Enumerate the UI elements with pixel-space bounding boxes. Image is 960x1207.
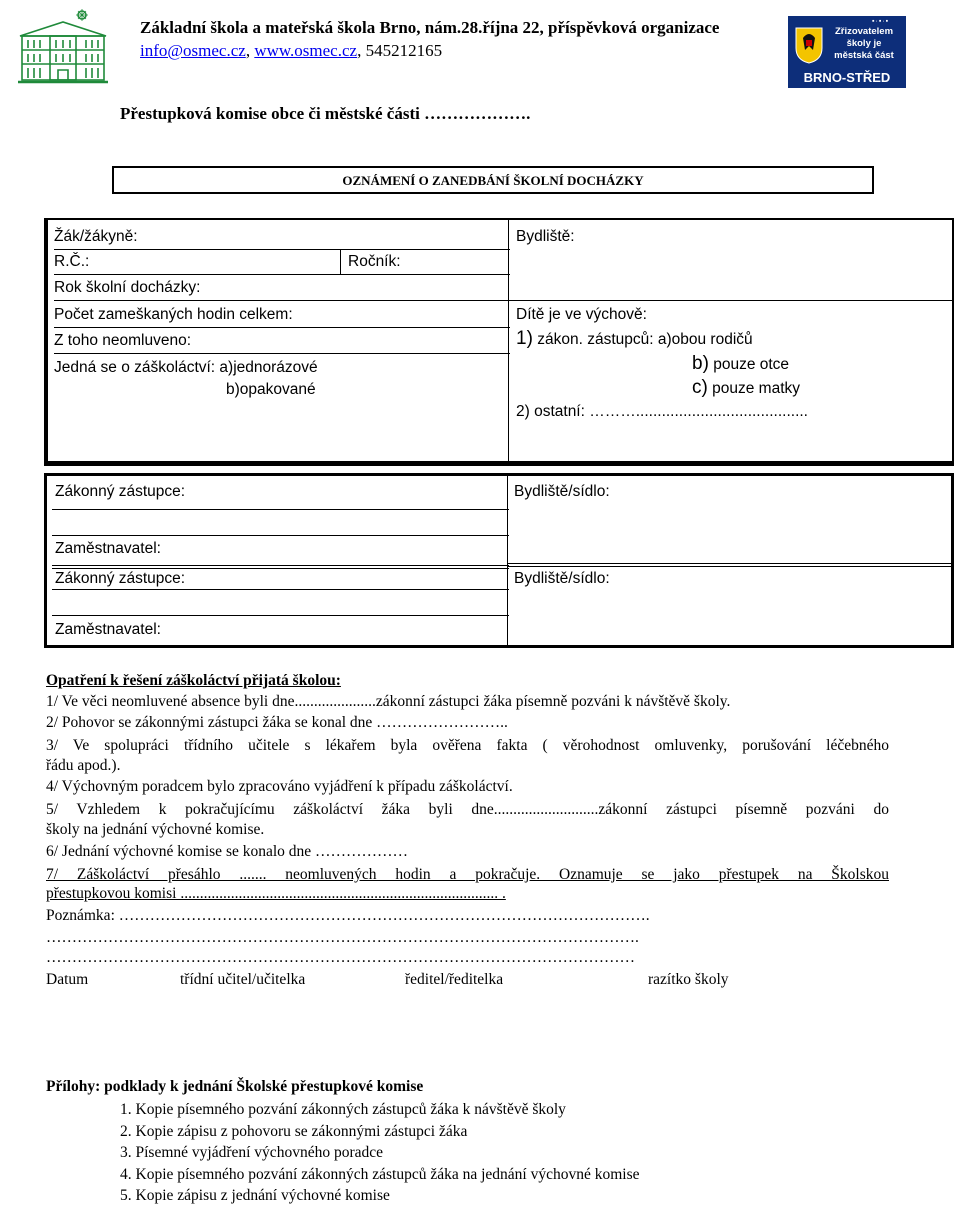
badge-city: BRNO-STŘED <box>803 70 891 85</box>
badge-text: Zřizovatelem školy je městská část <box>834 26 894 61</box>
measure-5: 5/ Vzhledem k pokračujícímu záškoláctví žáka byli dne...........................zákonní zástupci písemně pozváni do <box>46 801 889 818</box>
badge-dots: ▪·▪·▪ <box>872 18 890 25</box>
row-line <box>54 249 510 250</box>
guardian-1-field[interactable]: Zákonný zástupce: <box>55 483 186 500</box>
notice-title: OZNÁMENÍ O ZANEDBÁNÍ ŠKOLNÍ DOCHÁZKY <box>112 166 874 194</box>
unexcused-field[interactable]: Z toho neomluveno: <box>54 332 192 349</box>
pupil-field[interactable]: Žák/žákyně: <box>54 228 138 245</box>
row-line <box>507 566 951 567</box>
row-line <box>52 535 509 536</box>
care-option-1[interactable]: 1) zákon. zástupců: a)obou rodičů <box>516 328 753 349</box>
row-line <box>52 615 509 616</box>
truancy-repeated[interactable]: b)opakované <box>226 381 316 398</box>
column-divider <box>508 220 509 461</box>
measure-4: 4/ Výchovným poradcem bylo zpracováno vyjádření k případu záškoláctví. <box>46 778 513 795</box>
column-divider <box>507 476 508 645</box>
list-item: 2. Kopie zápisu z pohovoru se zákonnými zástupci žáka <box>120 1122 468 1140</box>
signature-teacher: třídní učitel/učitelka <box>180 971 306 988</box>
care-option-other[interactable]: 2) ostatní: ………........................................ <box>516 403 808 420</box>
row-line <box>52 565 509 566</box>
measure-3: 3/ Ve spolupráci třídního učitele s lékařem byla ověřena fakta ( věrohodnost omluvenky, porušování léčebného <box>46 737 889 754</box>
founder-badge <box>788 16 906 88</box>
row-line <box>54 353 510 354</box>
measure-3-cont: řádu apod.). <box>46 757 121 774</box>
list-item: 5. Kopie zápisu z jednání výchovné komise <box>120 1187 390 1204</box>
measure-5-cont: školy na jednání výchovné komise. <box>46 821 265 838</box>
offense-committee-line: Přestupková komise obce či městské části ………………. <box>120 104 531 123</box>
web-link[interactable]: www.osmec.cz <box>254 41 358 60</box>
row-line <box>52 589 509 590</box>
signature-director: ředitel/ředitelka <box>405 971 504 988</box>
student-info-box <box>44 218 954 466</box>
attachments-list <box>120 1099 640 1207</box>
school-year-field[interactable]: Rok školní docházky: <box>54 279 201 296</box>
residence-field[interactable]: Bydliště: <box>516 228 575 245</box>
city-shield-icon <box>794 26 824 64</box>
measure-7-cont: přestupkovou komisi .................................................................................. . <box>46 885 506 902</box>
grade-divider <box>340 249 341 274</box>
measure-6: 6/ Jednání výchovné komise se konalo dne ……………… <box>46 843 409 860</box>
guardian-2-residence[interactable]: Bydliště/sídlo: <box>514 570 610 587</box>
list-item: 4. Kopie písemného pozvání zákonných zástupců žáka na jednání výchovné komise <box>120 1165 640 1183</box>
measure-7: 7/ Záškoláctví přesáhlo ....... neomluvených hodin a pokračuje. Oznamuje se jako přestupek na Školskou <box>46 866 889 883</box>
grade-field[interactable]: Ročník: <box>348 253 401 270</box>
guardian-box <box>44 473 954 648</box>
note-dots-2[interactable]: …………………………………………………………………………………………………… <box>46 949 635 966</box>
truancy-field[interactable]: Jedná se o záškoláctví: a)jednorázové <box>54 359 318 376</box>
school-logo <box>16 8 110 88</box>
school-name: Základní škola a mateřská škola Brno, nám.28.října 22, příspěvková organizace <box>140 18 720 37</box>
row-line <box>508 300 954 301</box>
row-line <box>54 327 510 328</box>
phone-number: , 545212165 <box>357 41 443 60</box>
care-option-c[interactable]: c) pouze matky <box>692 377 801 398</box>
email-link[interactable]: info@osmec.cz <box>140 41 246 60</box>
measure-2: 2/ Pohovor se zákonnými zástupci žáka se konal dne …………………….. <box>46 714 508 731</box>
care-label: Dítě je ve výchově: <box>516 306 647 323</box>
signature-date: Datum <box>46 971 89 988</box>
note-line[interactable]: Poznámka: …………………………………………………………………………………………. <box>46 907 650 924</box>
guardian-1-residence[interactable]: Bydliště/sídlo: <box>514 483 610 500</box>
employer-2-field[interactable]: Zaměstnavatel: <box>55 621 161 638</box>
list-item: 3. Písemné vyjádření výchovného poradce <box>120 1144 383 1161</box>
measures-heading: Opatření k řešení záškoláctví přijatá školou: <box>46 672 341 689</box>
row-line <box>52 509 509 510</box>
school-contact: info@osmec.cz, www.osmec.cz, 545212165 <box>140 41 443 60</box>
list-item: 1. Kopie písemného pozvání zákonných zástupců žáka k návštěvě školy <box>120 1101 566 1118</box>
employer-1-field[interactable]: Zaměstnavatel: <box>55 540 161 557</box>
care-option-b[interactable]: b) pouze otce <box>692 353 790 374</box>
row-line <box>54 274 510 275</box>
guardian-2-field[interactable]: Zákonný zástupce: <box>55 570 186 587</box>
row-line <box>52 568 509 569</box>
attachments-heading: Přílohy: podklady k jednání Školské přestupkové komise <box>46 1078 424 1095</box>
missed-total-field[interactable]: Počet zameškaných hodin celkem: <box>54 306 293 323</box>
rc-field[interactable]: R.Č.: <box>54 253 90 270</box>
signature-stamp: razítko školy <box>648 971 729 988</box>
measure-1: 1/ Ve věci neomluvené absence byli dne.....................zákonní zástupci žáka písemně pozváni k návštěvě školy. <box>46 693 731 710</box>
note-dots-1[interactable]: ……………………………………………………………………………………………………. <box>46 929 639 946</box>
row-line <box>507 563 951 564</box>
row-line <box>54 300 510 301</box>
